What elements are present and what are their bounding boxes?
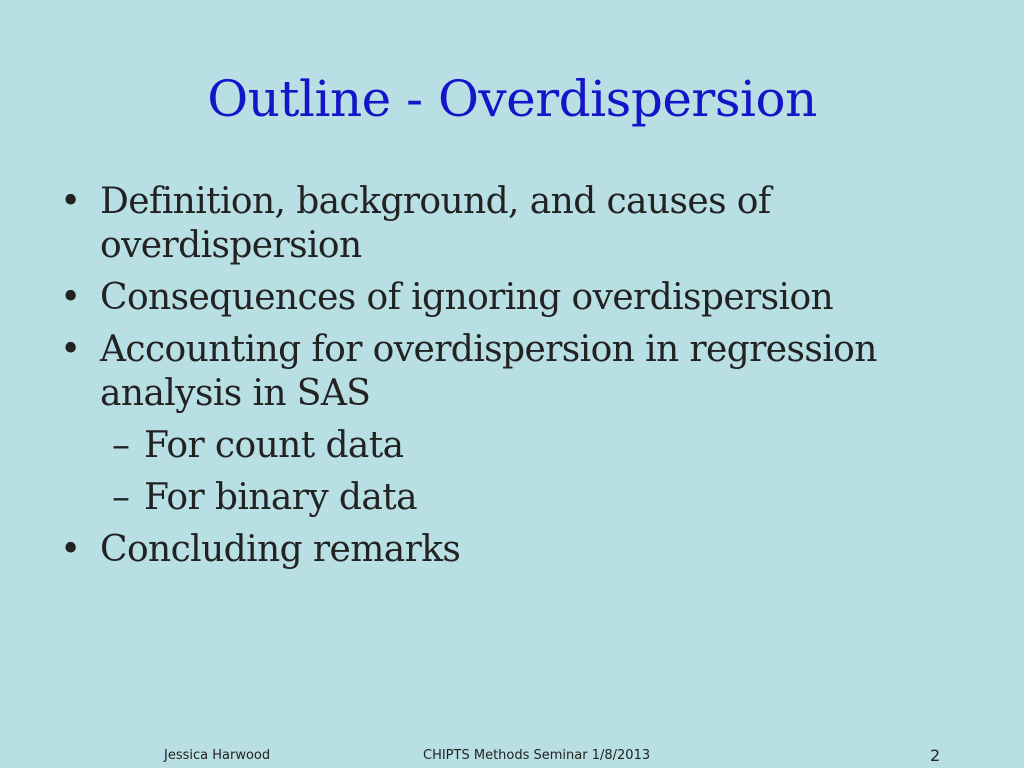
bullet-item bbox=[60, 528, 960, 572]
bullet-text: Concluding remarks bbox=[100, 529, 461, 570]
bullet-text: Consequences of ignoring overdispersion bbox=[100, 277, 834, 318]
page-number: 2 bbox=[930, 746, 941, 765]
bullet-marker: • bbox=[60, 277, 81, 318]
bullet-marker: • bbox=[60, 329, 81, 370]
bullet-item bbox=[60, 328, 960, 416]
sub-bullet-text: For binary data bbox=[144, 477, 417, 518]
bullet-item bbox=[60, 180, 960, 268]
sub-bullet-item bbox=[60, 476, 960, 520]
slide-content bbox=[60, 180, 960, 580]
footer-author: Jessica Harwood bbox=[164, 748, 271, 763]
footer-event: CHIPTS Methods Seminar 1/8/2013 bbox=[423, 748, 651, 763]
dash-marker: – bbox=[112, 425, 130, 466]
dash-marker: – bbox=[112, 477, 130, 518]
bullet-marker: • bbox=[60, 181, 81, 222]
slide-title: Outline - Overdispersion bbox=[207, 70, 817, 128]
bullet-text: Accounting for overdispersion in regression analysis in SAS bbox=[100, 329, 877, 414]
bullet-text: Definition, background, and causes of overdispersion bbox=[100, 181, 771, 266]
sub-bullet-item bbox=[60, 424, 960, 468]
bullet-marker: • bbox=[60, 529, 81, 570]
sub-bullet-text: For count data bbox=[144, 425, 404, 466]
bullet-item bbox=[60, 276, 960, 320]
